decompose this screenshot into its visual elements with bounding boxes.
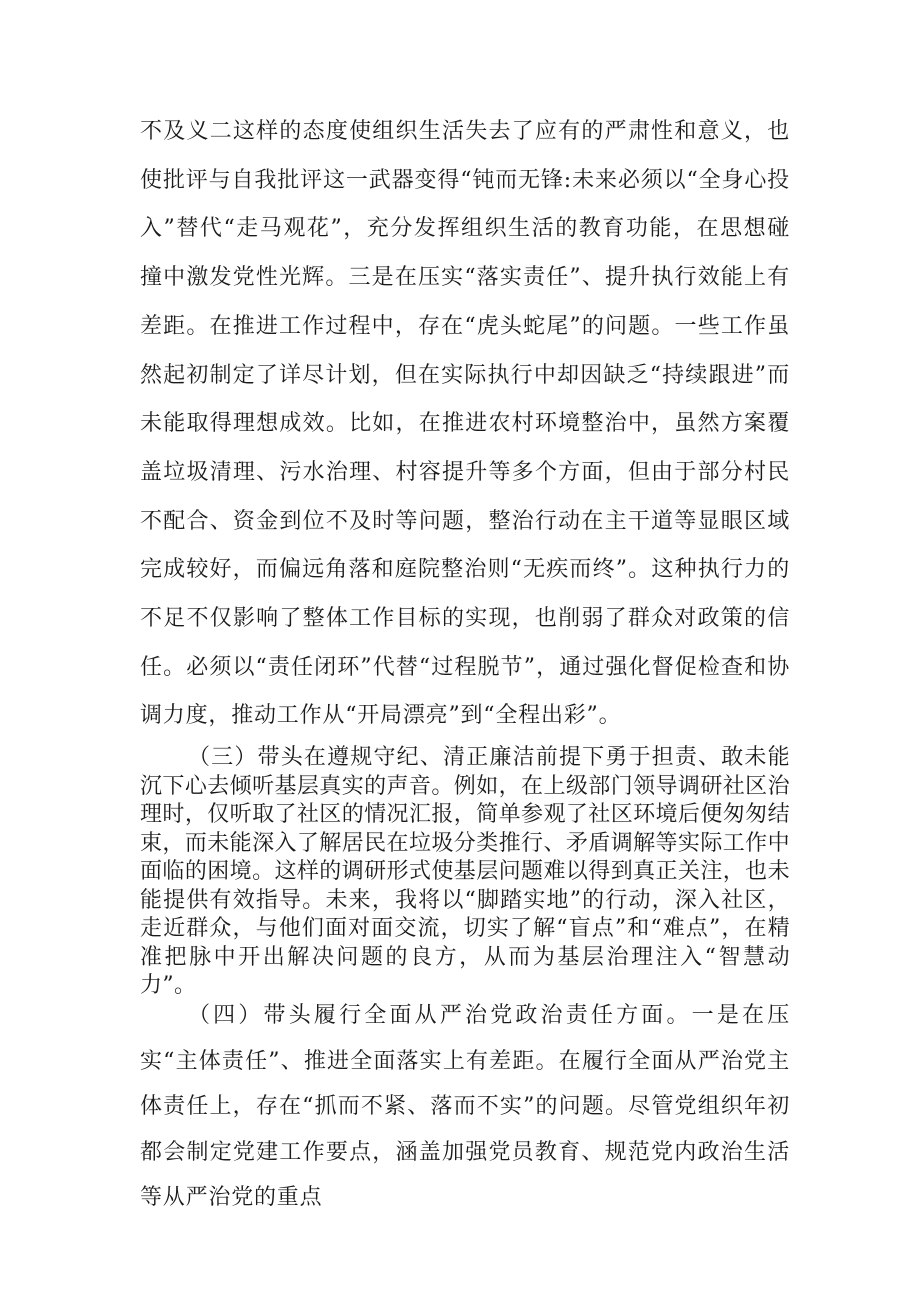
paragraph-continuation: 不及义二这样的态度使组织生活失去了应有的严肃性和意义，也使批评与自我批评这一武器变得“钝而无锋:未来必须以“全身心投入”替代“走马观花”，充分发挥组织生活的教育功能，在思想碰撞中激发党性光辉。三是在压实“落实责任”、提升执行效能上有差距。在推进工作过程中，存在“虎头蛇尾”的问题。一些工作虽然起初制定了详尽计划，但在实际执行中却因缺乏“持续跟进”而未能取得理想成效。比如，在推进农村环境整治中，虽然方案覆盖垃圾清理、污水治理、村容提升等多个方面，但由于部分村民不配合、资金到位不及时等问题，整治行动在主干道等显眼区域完成较好，而偏远角落和庭院整治则“无疾而终”。这种执行力的不足不仅影响了整体工作目标的实现，也削弱了群众对政策的信任。必须以“责任闭环”代替“过程脱节”，通过强化督促检查和协调力度，推动工作从“开局漂亮”到“全程出彩”。 [140,119,790,729]
paragraph-section-3: （三）带头在遵规守纪、清正廉洁前提下勇于担责、敢未能沉下心去倾听基层真实的声音。例如，在上级部门领导调研社区治理时，仅听取了社区的情况汇报，简单参观了社区环境后便匆匆结束，而未能深入了解居民在垃圾分类推行、矛盾调解等实际工作中面临的困境。这样的调研形式使基层问题难以得到真正关注，也未能提供有效指导。未来，我将以“脚踏实地”的行动，深入社区，走近群众，与他们面对面交流，切实了解“盲点”和“难点”，在精准把脉中开出解决问题的良方，从而为基层治理注入“智慧动力”。 [140,745,790,998]
paragraph-section-4: （四）带头履行全面从严治党政治责任方面。一是在压实“主体责任”、推进全面落实上有差距。在履行全面从严治党主体责任上，存在“抓而不紧、落而不实”的问题。尽管党组织年初都会制定党建工作要点，涵盖加强党员教育、规范党内政治生活等从严治党的重点 [140,1003,790,1210]
